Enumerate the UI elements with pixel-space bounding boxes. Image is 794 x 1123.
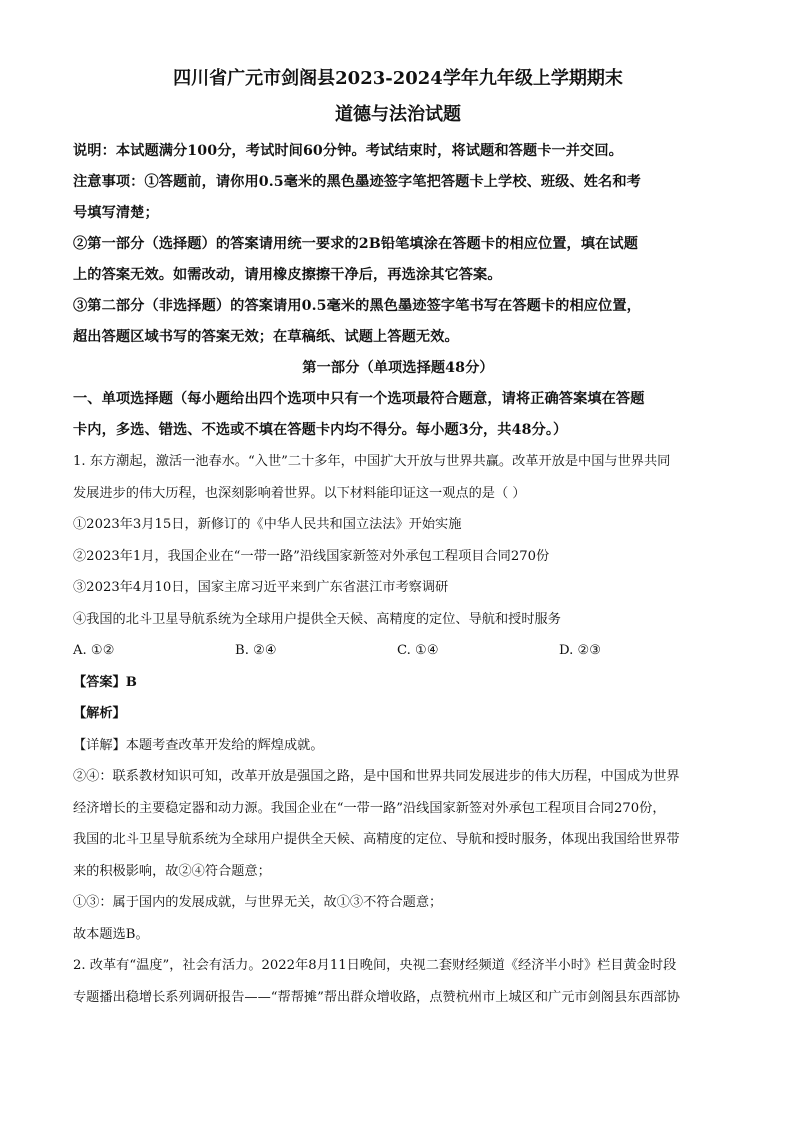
q1-explain-1d: 来的积极影响，故②④符合题意； [73, 863, 271, 879]
q1-options [73, 635, 723, 667]
instructions-intro: 说明：本试题满分100分，考试时间60分钟。考试结束时，将试题和答题卡一并交回。 [73, 143, 623, 159]
q1-item-1: ①2023年3月15日，新修订的《中华人民共和国立法法》开始实施 [73, 517, 462, 532]
q1-explain-1b: 经济增长的主要稳定器和动力源。我国企业在“一带一路”沿线国家新签对外承包工程项目合同270份， [73, 800, 666, 816]
exam-page [73, 60, 723, 1013]
question-1 [73, 446, 723, 950]
question-2 [73, 950, 723, 1013]
q1-analysis-label: 【解析】 [73, 706, 126, 721]
section-heading-a: 一、单项选择题（每小题给出四个选项中只有一个选项最符合题意，请将正确答案填在答题 [73, 391, 645, 407]
section-heading-b: 卡内，多选、错选、不选或不填在答题卡内均不得分。每小题3分，共48分。） [73, 422, 568, 438]
notice-3a: ③第二部分（非选择题）的答案请用0.5毫米的黑色墨迹签字笔书写在答题卡的相应位置， [73, 298, 641, 314]
q1-explain-1a: ②④：联系教材知识可知，改革开放是强国之路，是中国和世界共同发展进步的伟大历程，中国成为世界 [73, 769, 680, 784]
q1-option-c: C. ①④ [397, 643, 439, 658]
q1-answer: 【答案】B [73, 674, 137, 690]
notice-2a: ②第一部分（选择题）的答案请用统一要求的2B铅笔填涂在答题卡的相应位置，填在试题 [73, 236, 638, 252]
q2-stem-a: 2. 改革有“温度”，社会有活力。2022年8月11日晚间，央视二套财经频道《经济半小时》栏目黄金时段 [73, 958, 677, 973]
notice-2b: 上的答案无效。如需改动，请用橡皮擦擦干净后，再选涂其它答案。 [73, 267, 502, 283]
exam-subtitle: 道德与法治试题 [335, 104, 461, 125]
q1-option-d: D. ②③ [559, 643, 602, 658]
q1-item-2: ②2023年1月，我国企业在“一带一路”沿线国家新签对外承包工程项目合同270份 [73, 548, 550, 564]
q1-detail: 【详解】本题考查改革开发给的辉煌成就。 [73, 737, 324, 753]
q1-conclusion: 故本题选B。 [73, 926, 149, 942]
notice-3b: 超出答题区域书写的答案无效；在草稿纸、试题上答题无效。 [73, 329, 459, 345]
q1-explain-1c: 我国的北斗卫星导航系统为全球用户提供全天候、高精度的定位、导航和授时服务，体现出我国给世界带 [73, 832, 680, 847]
q1-stem-b: 发展进步的伟大历程，也深刻影响着世界。以下材料能印证这一观点的是（ ） [73, 485, 526, 501]
exam-title: 四川省广元市剑阁县2023-2024学年九年级上学期期末 [173, 68, 623, 89]
q1-item-3: ③2023年4月10日，国家主席习近平来到广东省湛江市考察调研 [73, 580, 449, 595]
q1-stem-a: 1. 东方潮起，激活一池春水。“入世”二十多年，中国扩大开放与世界共赢。改革开放是中国与世界共同 [73, 454, 671, 469]
q1-item-4: ④我国的北斗卫星导航系统为全球用户提供全天候、高精度的定位、导航和授时服务 [73, 611, 561, 627]
notice-1b: 号填写清楚； [73, 205, 159, 221]
q1-option-a: A. ①② [73, 643, 115, 658]
q1-option-b: B. ②④ [235, 643, 277, 658]
q2-stem-b: 专题播出稳增长系列调研报告——“帮帮摊”帮出群众增收路，点赞杭州市上城区和广元市剑阁县东西部协 [73, 989, 680, 1005]
part-heading: 第一部分（单项选择题48分） [302, 360, 494, 376]
notice-1a: 注意事项：①答题前，请你用0.5毫米的黑色墨迹签字笔把答题卡上学校、班级、姓名和考 [73, 174, 641, 190]
q1-explain-2: ①③：属于国内的发展成就，与世界无关，故①③不符合题意； [73, 895, 443, 910]
